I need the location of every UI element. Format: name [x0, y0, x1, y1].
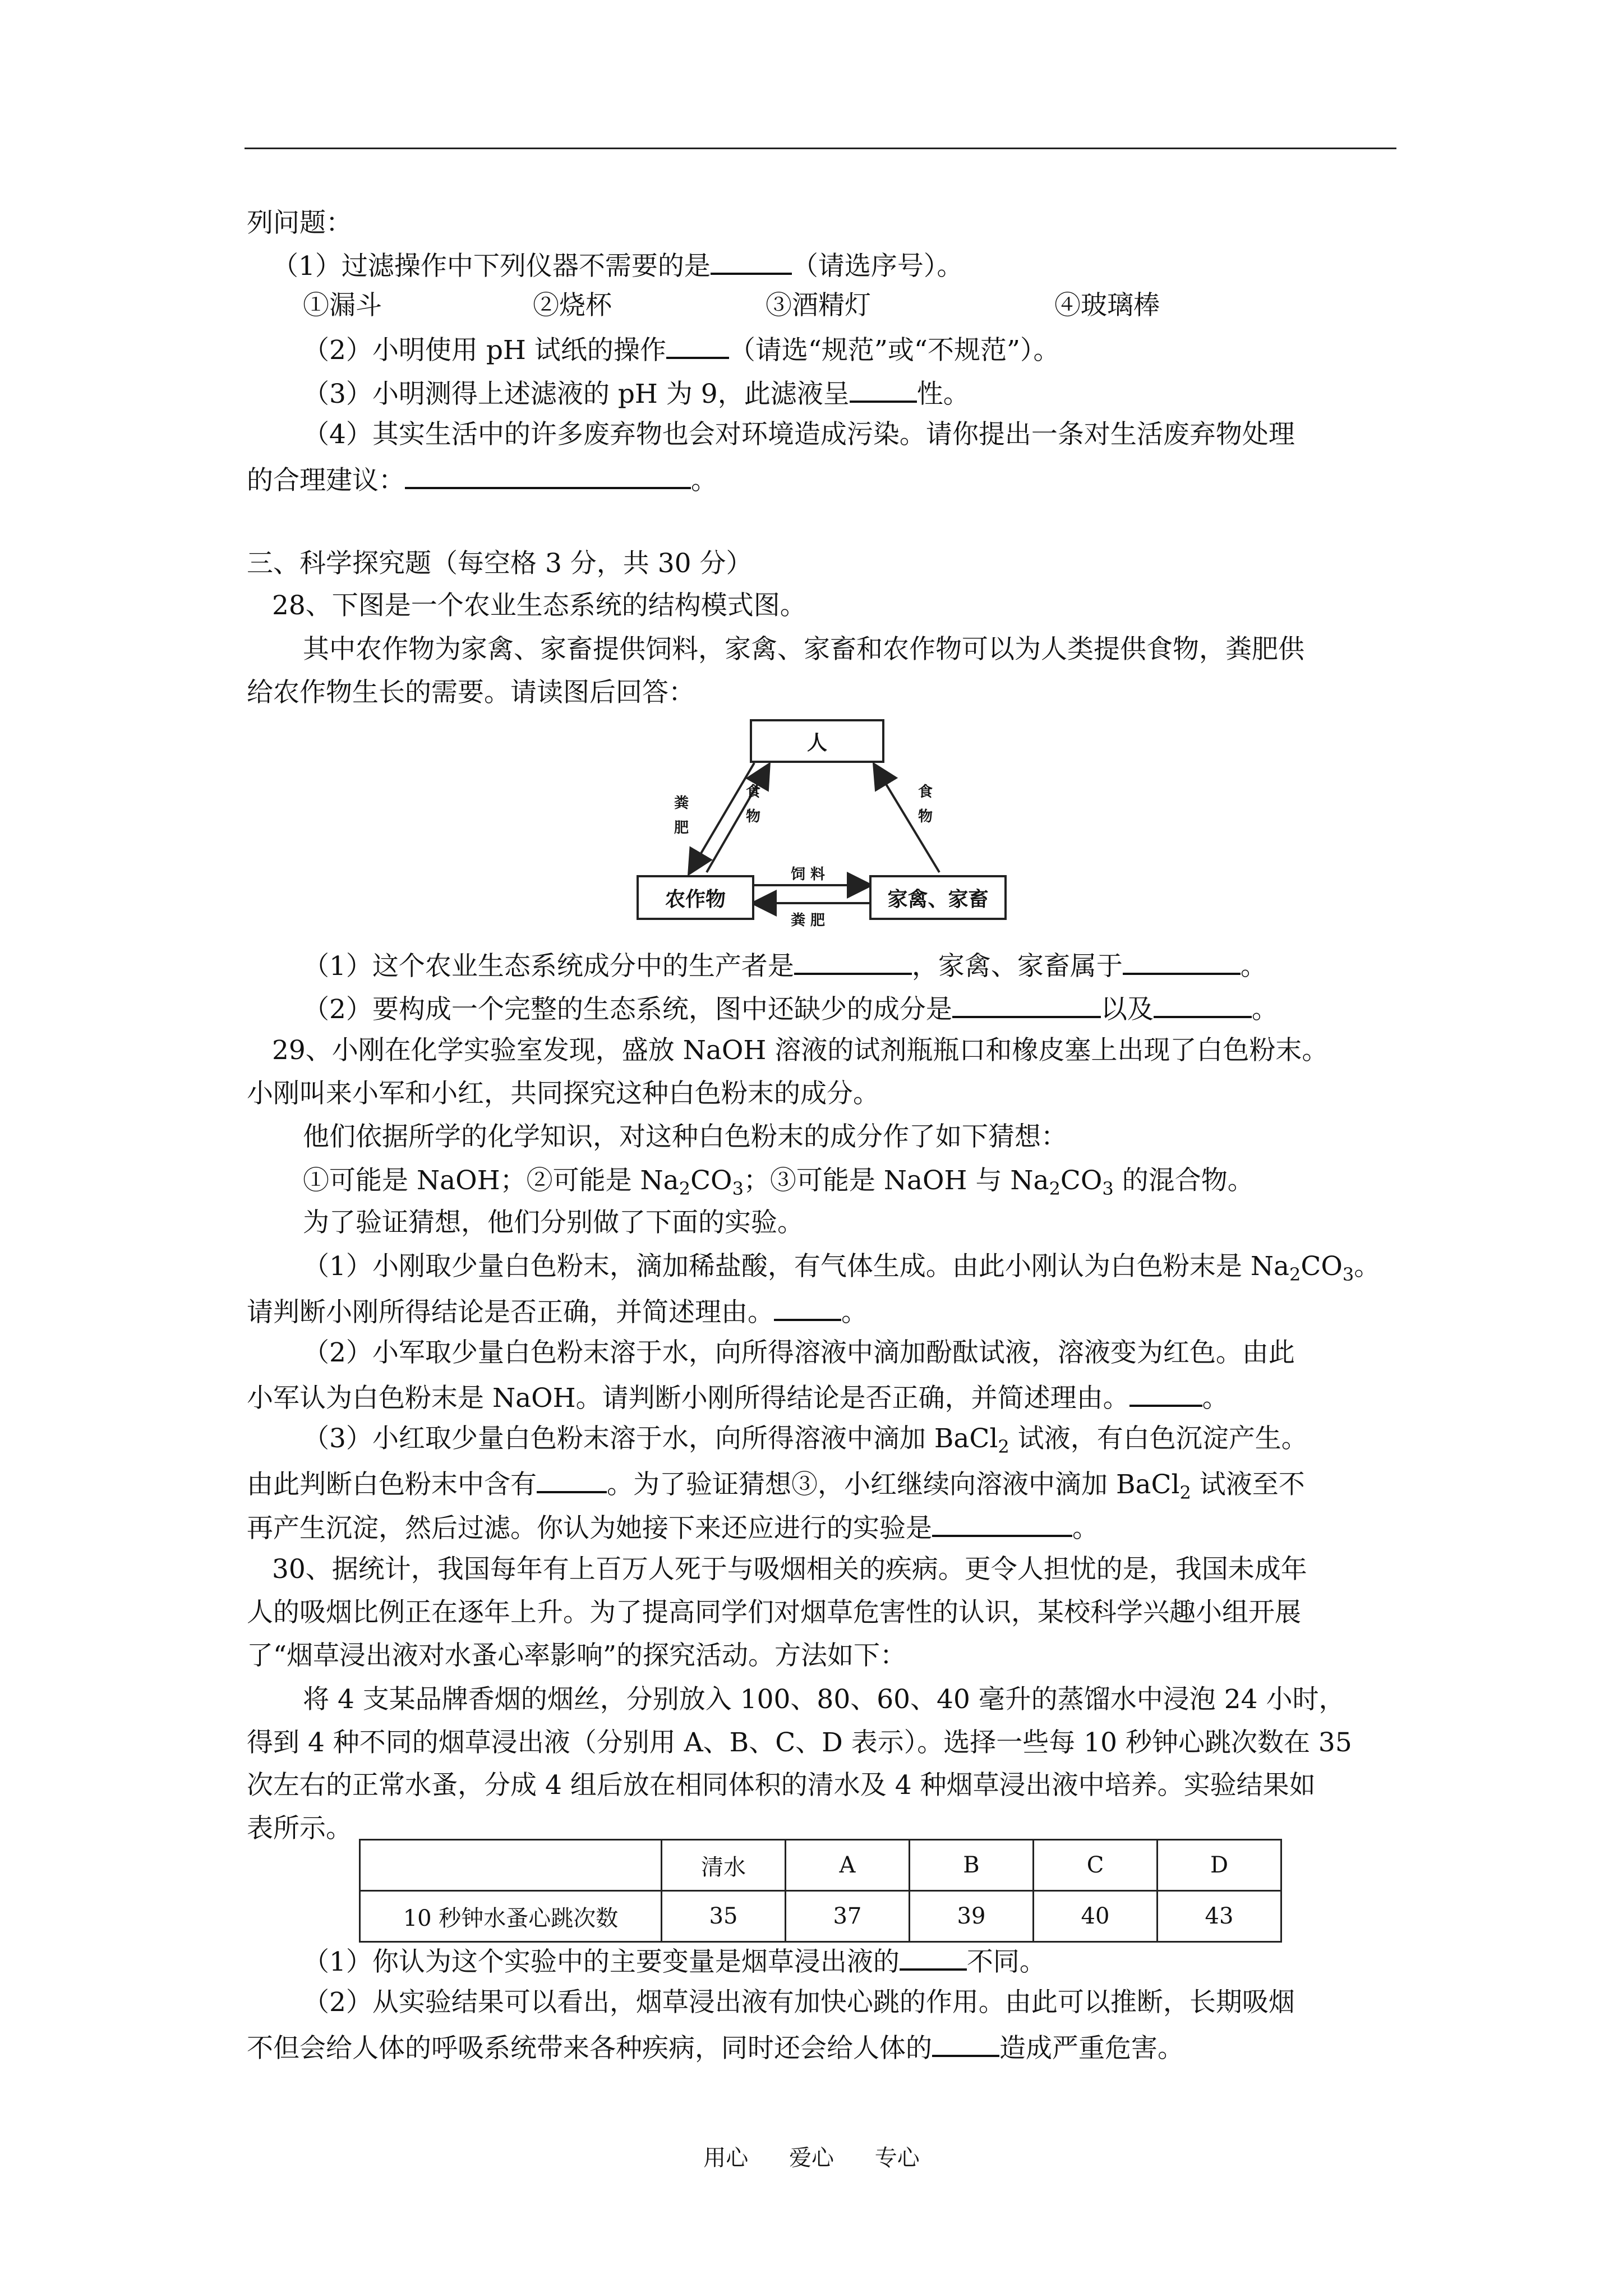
answer-blank[interactable] — [537, 1465, 607, 1493]
text-line: 人的吸烟比例正在逐年上升。为了提高同学们对烟草危害性的认识，某校科学兴趣小组开展 — [247, 1597, 1301, 1628]
text-line: 小刚叫来小军和小红，共同探究这种白色粉末的成分。 — [247, 1078, 879, 1109]
question-27-4: （4）其实生活中的许多废弃物也会对环境造成污染。请你提出一条对生活废弃物处理 — [303, 419, 1295, 450]
question-29: 29、小刚在化学实验室发现，盛放 NaOH 溶液的试剂瓶瓶口和橡皮塞上出现了白色粉末。 — [272, 1035, 1329, 1066]
text-line: 给农作物生长的需要。请读图后回答： — [247, 677, 695, 708]
text-line: 请判断小刚所得结论是否正确，并简述理由。 。 — [247, 1293, 868, 1329]
answer-blank[interactable] — [932, 1509, 1072, 1537]
label-food-left: 食物 — [745, 784, 760, 825]
answer-blank[interactable] — [1154, 990, 1252, 1018]
answer-blank[interactable] — [794, 947, 912, 975]
question-30: 30、据统计，我国每年有上百万人死于与吸烟相关的疾病。更令人担忧的是，我国未成年 — [272, 1554, 1307, 1585]
answer-blank[interactable] — [711, 247, 792, 275]
answer-blank[interactable] — [932, 2029, 999, 2057]
label-manure-left: 粪肥 — [674, 795, 689, 836]
table-cell: C — [1034, 1840, 1158, 1891]
answer-blank[interactable] — [1123, 947, 1241, 975]
label-feed: 饲 料 — [791, 866, 826, 883]
node-livestock: 家禽、家畜 — [869, 875, 1007, 920]
table-cell: B — [910, 1840, 1034, 1891]
label-food-right: 食物 — [917, 784, 933, 825]
node-crop: 农作物 — [637, 875, 754, 920]
label-manure-bottom: 粪 肥 — [791, 912, 826, 929]
section-heading: 三、科学探究题（每空格 3 分，共 30 分） — [247, 548, 753, 579]
table-cell — [360, 1840, 662, 1891]
question-27-1: （1）过滤操作中下列仪器不需要的是 （请选序号）。 — [272, 247, 963, 283]
question-27-2: （2）小明使用 pH 试纸的操作 （请选“规范”或“不规范”）。 — [303, 331, 1059, 367]
results-table — [359, 1839, 1282, 1943]
hypotheses: ①可能是 NaOH；②可能是 $Na_2CO_3$；③可能是 NaOH 与 $Na_2CO_3$ 的混合物。 — [303, 1165, 1254, 1199]
question-29-2: （2）小军取少量白色粉末溶于水，向所得溶液中滴加酚酞试液，溶液变为红色。由此 — [303, 1337, 1295, 1368]
text-line: 其中农作物为家禽、家畜提供饲料，家禽、家畜和农作物可以为人类提供食物，粪肥供 — [303, 634, 1304, 665]
footer-word: 用心 — [703, 2145, 749, 2171]
table-header-row — [360, 1840, 1281, 1891]
option-3: ③酒精灯 — [766, 290, 871, 321]
text-line: 将 4 支某品牌香烟的烟丝，分别放入 100、80、60、40 毫升的蒸馏水中浸泡 24 小时， — [303, 1684, 1345, 1715]
question-28-1: （1）这个农业生态系统成分中的生产者是 ，家禽、家畜属于 。 — [303, 947, 1267, 983]
table-cell: 清水 — [662, 1840, 786, 1891]
question-30-1: （1）你认为这个实验中的主要变量是烟草浸出液的 不同。 — [303, 1943, 1046, 1979]
footer-word: 专心 — [874, 2145, 920, 2171]
text-line: 表所示。 — [247, 1813, 352, 1844]
table-cell: 40 — [1034, 1891, 1158, 1942]
text-line: 次左右的正常水蚤，分成 4 组后放在相同体积的清水及 4 种烟草浸出液中培养。实验结果如 — [247, 1770, 1316, 1801]
text-line: 他们依据所学的化学知识，对这种白色粉末的成分作了如下猜想： — [303, 1121, 1067, 1152]
answer-blank[interactable] — [666, 331, 729, 359]
option-2: ②烧杯 — [533, 290, 612, 321]
text-line: 不但会给人体的呼吸系统带来各种疾病，同时还会给人体的 造成严重危害。 — [247, 2029, 1184, 2065]
options-row — [303, 289, 1256, 323]
footer-word: 爱心 — [789, 2145, 834, 2171]
page-footer — [0, 2140, 1623, 2172]
table-row — [360, 1891, 1281, 1942]
text-line: 小军认为白色粉末是 NaOH。请判断小刚所得结论是否正确，并简述理由。 。 — [247, 1379, 1229, 1415]
text-line: 了“烟草浸出液对水蚤心率影响”的探究活动。方法如下： — [247, 1640, 907, 1671]
option-4: ④玻璃棒 — [1054, 290, 1160, 321]
ecosystem-diagram — [628, 718, 1009, 931]
text-line: 为了验证猜想，他们分别做了下面的实验。 — [303, 1207, 804, 1238]
question-28-2: （2）要构成一个完整的生态系统，图中还缺少的成分是 以及 。 — [303, 990, 1278, 1027]
question-29-3: （3）小红取少量白色粉末溶于水，向所得溶液中滴加 BaCl$_2$ 试液，有白色沉淀产生。 — [303, 1423, 1308, 1457]
text-line: 得到 4 种不同的烟草浸出液（分别用 A、B、C、D 表示）。选择一些每 10 秒钟心跳次数在 35 — [247, 1727, 1352, 1758]
table-cell: A — [786, 1840, 910, 1891]
table-cell: 35 — [662, 1891, 786, 1942]
text-line: 由此判断白色粉末中含有 。为了验证猜想③，小红继续向溶液中滴加 BaCl$_2$ 试液至不 — [247, 1465, 1305, 1502]
table-cell: 43 — [1158, 1891, 1281, 1942]
question-27-3: （3）小明测得上述滤液的 pH 为 9，此滤液呈 性。 — [303, 375, 970, 411]
option-1: ①漏斗 — [303, 290, 382, 321]
table-cell: D — [1158, 1840, 1281, 1891]
text-line: 的合理建议： 。 — [247, 461, 717, 498]
answer-blank[interactable] — [1129, 1379, 1202, 1407]
text-line: 列问题： — [247, 208, 352, 238]
table-cell: 10 秒钟水蚤心跳次数 — [360, 1891, 662, 1942]
answer-blank[interactable] — [900, 1943, 967, 1971]
table-cell: 39 — [910, 1891, 1034, 1942]
text-line: 再产生沉淀，然后过滤。你认为她接下来还应进行的实验是 。 — [247, 1509, 1099, 1545]
node-person: 人 — [750, 719, 884, 763]
header-rule — [245, 148, 1396, 149]
answer-blank[interactable] — [952, 990, 1101, 1018]
question-28: 28、下图是一个农业生态系统的结构模式图。 — [272, 590, 806, 621]
question-29-1: （1）小刚取少量白色粉末，滴加稀盐酸，有气体生成。由此小刚认为白色粉末是 $Na_2CO_3$。 — [303, 1251, 1381, 1285]
answer-blank[interactable] — [774, 1293, 841, 1321]
table-cell: 37 — [786, 1891, 910, 1942]
answer-blank[interactable] — [405, 461, 691, 489]
answer-blank[interactable] — [850, 375, 917, 403]
question-30-2: （2）从实验结果可以看出，烟草浸出液有加快心跳的作用。由此可以推断，长期吸烟 — [303, 1987, 1295, 2018]
